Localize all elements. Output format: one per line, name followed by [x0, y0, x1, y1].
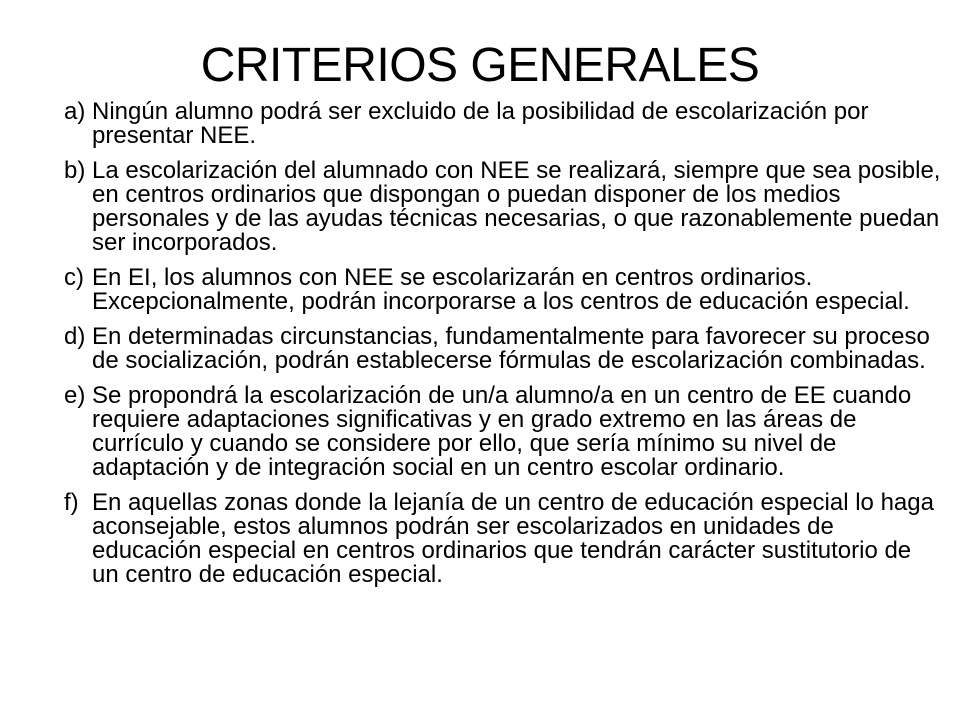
criterion-f	[64, 491, 944, 587]
criterion-marker: b)	[64, 157, 86, 184]
criterion-text: En aquellas zonas donde la lejanía de un centro de educación especial lo haga aconsejable, estos alumnos podrán ser escolarizados en unidades de educación especial en centros ordinarios que tendrán carácter sustitutorio de un centro de educación especial.	[92, 489, 934, 588]
criterion-text: Ningún alumno podrá ser excluido de la posibilidad de escolarización por presentar NEE.	[92, 98, 869, 149]
criteria-list	[64, 100, 944, 598]
criterion-marker: f)	[64, 489, 79, 516]
criterion-b	[64, 159, 944, 255]
criterion-marker: d)	[64, 323, 86, 350]
criterion-marker: e)	[64, 382, 86, 409]
criterion-e	[64, 384, 944, 480]
criterion-d	[64, 325, 944, 373]
criterion-text: Se propondrá la escolarización de un/a alumno/a en un centro de EE cuando requiere adaptaciones significativas y en grado extremo en las áreas de currículo y cuando se considere por ello, que sería mínimo su nivel de adaptación y de integración social en un centro escolar ordinario.	[92, 382, 912, 481]
slide-title: CRITERIOS GENERALES	[200, 39, 760, 92]
criterion-text: En EI, los alumnos con NEE se escolarizarán en centros ordinarios. Excepcionalmente, podrán incorporarse a los centros de educación especial.	[92, 264, 910, 315]
criterion-text: La escolarización del alumnado con NEE se realizará, siempre que sea posible, en centros ordinarios que dispongan o puedan disponer de los medios personales y de las ayudas técnicas necesarias, o que razonablemente puedan ser incorporados.	[92, 157, 941, 256]
criterion-text: En determinadas circunstancias, fundamentalmente para favorecer su proceso de socialización, podrán establecerse fórmulas de escolarización combinadas.	[92, 323, 930, 374]
criterion-marker: c)	[64, 264, 84, 291]
criterion-a	[64, 100, 944, 148]
criterion-marker: a)	[64, 98, 86, 125]
criterion-c	[64, 266, 944, 314]
